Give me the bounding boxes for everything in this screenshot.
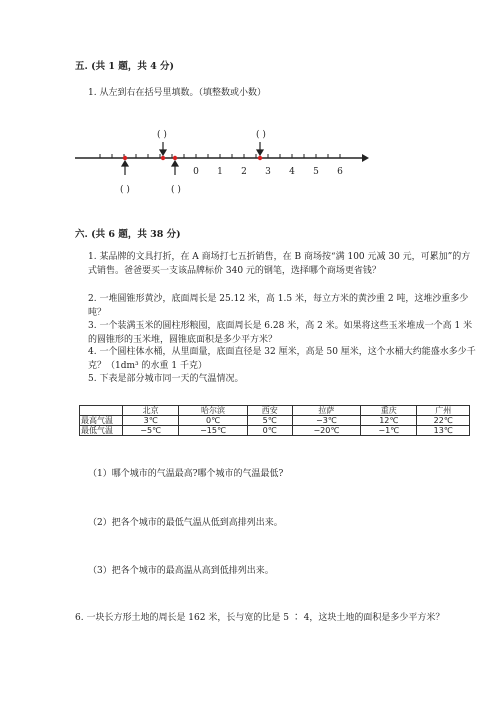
up-arrow-icon <box>172 161 178 175</box>
table-cell: −15℃ <box>179 426 247 436</box>
section-6-question-2: 2. 一堆圆锥形黄沙，底面周长是 25.12 米，高 1.5 米，每立方米的黄沙重 2 吨，这堆沙重多少吨？ <box>88 294 469 318</box>
point-marker-d <box>258 156 262 160</box>
number-line-arrowhead <box>362 154 369 162</box>
tick-label-6: 6 <box>337 167 343 177</box>
table-cell: 22℃ <box>417 416 470 426</box>
answer-blank-bottom-1: ( ) <box>120 185 130 195</box>
table-cell: 0℃ <box>179 416 247 426</box>
table-row <box>80 426 470 436</box>
table-header-cell: 北京 <box>123 406 179 416</box>
section-6-question-3: 3. 一个装满玉米的圆柱形粮囤，底面周长是 6.28 米，高 2 米。如果将这些玉米堆成一个高 1 米的圆锥形的玉米堆，圆锥底面积是多少平方米？ <box>88 321 473 345</box>
up-arrow-icon <box>122 161 128 175</box>
table-cell: 0℃ <box>247 426 292 436</box>
table-cell: 最低气温 <box>80 426 123 436</box>
point-marker-b <box>161 156 165 160</box>
down-arrow-icon <box>257 142 263 155</box>
tick-label-4: 4 <box>289 167 295 177</box>
section-6-question-4: 4. 一个圆柱体水桶，从里面量，底面直径是 32 厘米，高是 50 厘米，这个水桶大约能盛水多少千克？（1dm³ 的水重 1 千克） <box>88 347 476 371</box>
table-cell: 5℃ <box>247 416 292 426</box>
tick-label-0: 0 <box>193 167 199 177</box>
section-6-question-1: 1. 某品牌的文具打折，在 A 商场打七五折销售，在 B 商场按“满 100 元减 30 元，可累加”的方式销售。爸爸要买一支该品牌标价 340 元的钢笔，选择哪个商场更省钱？ <box>88 252 471 276</box>
tick-label-5: 5 <box>313 167 319 177</box>
section-5-heading: 五. (共 1 题，共 4 分) <box>75 61 175 72</box>
down-arrow-icon <box>160 142 166 155</box>
point-marker-c <box>173 156 177 160</box>
sub-question-3: （3）把各个城市的最高温从高到低排列出来。 <box>88 566 274 576</box>
table-cell: 3℃ <box>123 416 179 426</box>
answer-blank-top-1: ( ) <box>157 130 167 140</box>
tick-label-1: 1 <box>217 167 223 177</box>
table-header-cell: 哈尔滨 <box>179 406 247 416</box>
table-header-cell: 西安 <box>247 406 292 416</box>
table-cell: −20℃ <box>292 426 360 436</box>
section-6-question-6: 6. 一块长方形土地的周长是 162 米，长与宽的比是 5 ∶ 4，这块土地的面积是多少平方米？ <box>75 613 445 623</box>
table-header-row <box>80 406 470 416</box>
number-line-ticks <box>100 154 340 158</box>
tick-label-3: 3 <box>265 167 271 177</box>
point-marker-a <box>123 156 127 160</box>
section-5-question-1: 1. 从左到右在括号里填数。（填整数或小数） <box>88 88 266 98</box>
table-header-cell: 重庆 <box>361 406 417 416</box>
table-header-cell: 拉萨 <box>292 406 360 416</box>
table-cell: 12℃ <box>361 416 417 426</box>
table-cell: −1℃ <box>361 426 417 436</box>
table-cell: −5℃ <box>123 426 179 436</box>
answer-blank-bottom-2: ( ) <box>171 185 181 195</box>
section-6-question-5: 5. 下表是部分城市同一天的气温情况。 <box>88 374 244 384</box>
table-row <box>80 416 470 426</box>
table-cell: −3℃ <box>292 416 360 426</box>
tick-label-2: 2 <box>241 167 247 177</box>
sub-question-1: （1）哪个城市的气温最高?哪个城市的气温最低? <box>88 469 284 479</box>
temperature-table <box>79 405 470 436</box>
table-header-cell: 广州 <box>417 406 470 416</box>
section-6-heading: 六. (共 6 题，共 38 分) <box>75 229 181 240</box>
number-line-figure <box>70 120 370 200</box>
sub-question-2: （2）把各个城市的最低气温从低到高排列出来。 <box>88 518 283 528</box>
table-cell: 最高气温 <box>80 416 123 426</box>
table-header-cell <box>80 406 123 416</box>
table-cell: 13℃ <box>417 426 470 436</box>
answer-blank-top-2: ( ) <box>256 130 266 140</box>
